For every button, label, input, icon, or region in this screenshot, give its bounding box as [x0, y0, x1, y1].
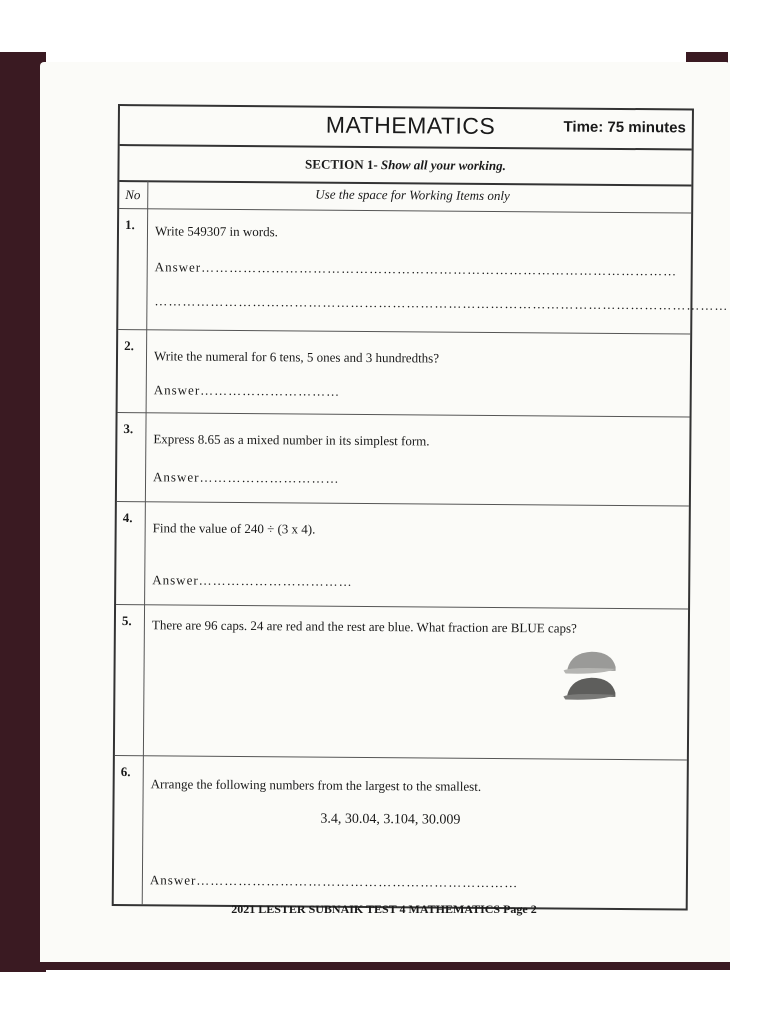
- column-no: No: [125, 187, 141, 203]
- question-number: 6.: [120, 764, 131, 780]
- answer-line[interactable]: Answer…………………………: [153, 469, 340, 486]
- section-label: SECTION 1-: [305, 156, 382, 173]
- question-text: There are 96 caps. 24 are red and the rest are blue. What fraction are BLUE caps?: [151, 617, 577, 636]
- answer-line-extra[interactable]: ……………………………………………………………………………………………………………: [154, 293, 729, 313]
- question-text: Express 8.65 as a mixed number in its simplest form.: [153, 431, 430, 449]
- blue-cap-icon: [567, 678, 615, 697]
- column-working: Use the space for Working Items only: [315, 186, 510, 204]
- page-title: MATHEMATICS: [325, 111, 496, 139]
- question-row: [118, 330, 691, 417]
- question-number: 5.: [121, 613, 132, 629]
- question-text: Find the value of 240 ÷ (3 x 4).: [152, 520, 316, 537]
- exam-table: [112, 104, 729, 910]
- answer-line[interactable]: Answer……………………………: [152, 572, 353, 589]
- question-row: [117, 413, 690, 506]
- section-heading: [119, 146, 691, 186]
- section-instruction: Show all your working.: [380, 157, 507, 174]
- red-cap-icon: [568, 652, 616, 671]
- question-number: 2.: [124, 338, 134, 354]
- question-text: Write the numeral for 6 tens, 5 ones and 3 hundredths?: [153, 348, 440, 366]
- answer-line[interactable]: Answer…………………………: [153, 382, 341, 399]
- question-row: [115, 605, 688, 760]
- time-limit: Time: 75 minutes: [563, 118, 686, 137]
- answer-line[interactable]: Answer……………………………………………………………: [149, 872, 519, 891]
- question-number: 1.: [124, 217, 135, 233]
- number-list: 3.4, 30.04, 3.104, 30.009: [320, 811, 461, 828]
- page-footer: 2021 LESTER SUBNAIK TEST 4 MATHEMATICS Page 2: [231, 902, 537, 916]
- question-row: [116, 502, 689, 609]
- question-text: Write 549307 in words.: [154, 223, 279, 240]
- answer-line[interactable]: Answer…………………………………………………………………………………………: [154, 259, 678, 279]
- question-number: 4.: [122, 510, 133, 526]
- question-row: [118, 209, 729, 334]
- question-row: [114, 756, 687, 908]
- question-number: 3.: [123, 421, 134, 437]
- question-text: Arrange the following numbers from the largest to the smallest.: [150, 776, 482, 794]
- caps-image: [561, 647, 619, 703]
- scan-background-bottom: [40, 962, 730, 970]
- title-row: [120, 106, 692, 150]
